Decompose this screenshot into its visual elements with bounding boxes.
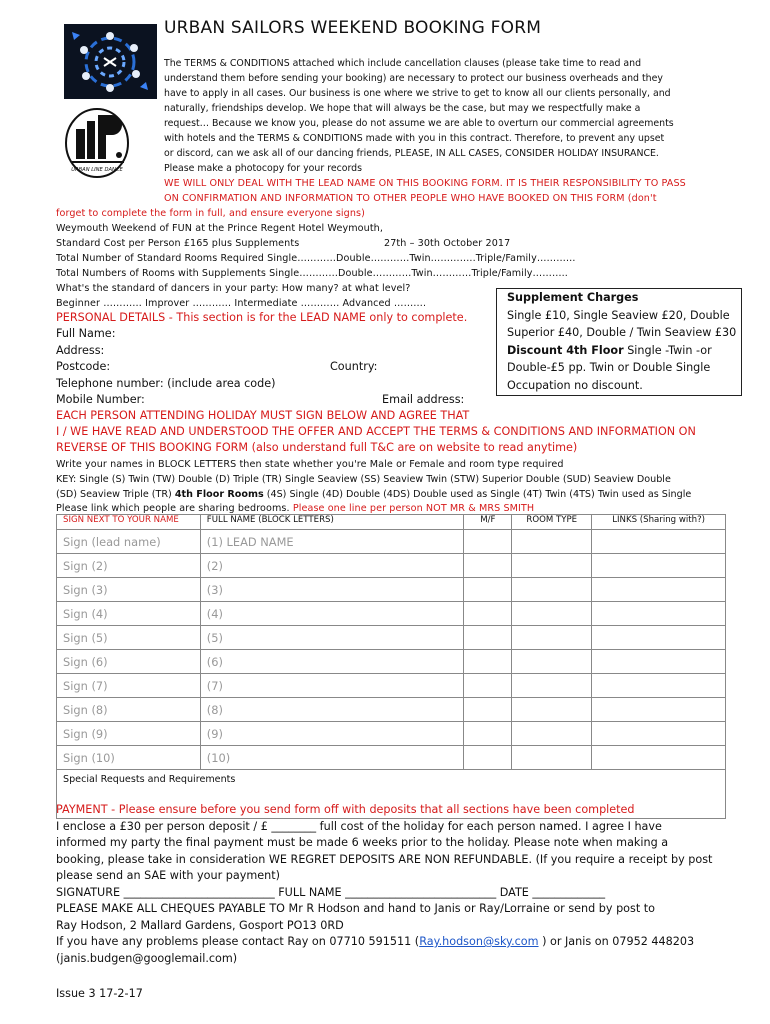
- col-header-full-name: FULL NAME (BLOCK LETTERS): [200, 515, 464, 530]
- links-cell[interactable]: [592, 650, 726, 674]
- event-dates: 27th – 30th October 2017: [384, 238, 511, 249]
- sign-cell[interactable]: Sign (10): [57, 746, 201, 770]
- links-cell[interactable]: [592, 530, 726, 554]
- table-row: [57, 650, 726, 674]
- name-cell[interactable]: (2): [200, 554, 464, 578]
- discount-label: Discount 4th Floor: [507, 343, 624, 357]
- links-cell[interactable]: [592, 674, 726, 698]
- supplement-line: Single £10, Single Seaview £20, Double: [507, 308, 730, 322]
- svg-text:URBAN LINE DANCE: URBAN LINE DANCE: [71, 167, 123, 173]
- room-key-text: (4S) Single (4D) Double (4DS) Double used as Single (4T) Twin (4TS) Twin used as Single: [263, 489, 692, 500]
- discount-rest: Single -Twin -or: [623, 343, 712, 357]
- table-row: [57, 746, 726, 770]
- agreement-line: I / WE HAVE READ AND UNDERSTOOD THE OFFER AND ACCEPT THE TERMS & CONDITIONS AND INFORMATION ON: [56, 425, 696, 438]
- room-type-cell[interactable]: [512, 746, 592, 770]
- gender-cell[interactable]: [464, 650, 512, 674]
- links-cell[interactable]: [592, 602, 726, 626]
- dancer-level-question: What's the standard of dancers in your party: How many? at what level?: [56, 283, 411, 294]
- links-cell[interactable]: [592, 746, 726, 770]
- terms-intro: [164, 56, 740, 176]
- table-row: [57, 626, 726, 650]
- supplement-line: Double-£5 pp. Twin or Double Single: [507, 361, 711, 375]
- name-cell[interactable]: (4): [200, 602, 464, 626]
- signature-line[interactable]: SIGNATURE ___________________________ FULL NAME ___________________________ DATE _____________: [56, 885, 606, 899]
- gender-cell[interactable]: [464, 698, 512, 722]
- room-type-cell[interactable]: [512, 674, 592, 698]
- agreement-line: EACH PERSON ATTENDING HOLIDAY MUST SIGN BELOW AND AGREE THAT: [56, 409, 470, 422]
- sign-cell[interactable]: Sign (9): [57, 722, 201, 746]
- name-cell[interactable]: (9): [200, 722, 464, 746]
- supplement-charges-box: [496, 288, 742, 396]
- gender-cell[interactable]: [464, 626, 512, 650]
- sign-cell[interactable]: Sign (4): [57, 602, 201, 626]
- col-header-links: LINKS (Sharing with?): [592, 515, 726, 530]
- supplement-line: Occupation no discount.: [507, 378, 643, 392]
- name-cell[interactable]: (10): [200, 746, 464, 770]
- table-row: [57, 722, 726, 746]
- lead-warning-line: ON CONFIRMATION AND INFORMATION TO OTHER PEOPLE WHO HAVE BOOKED ON THIS FORM (don't: [164, 193, 657, 204]
- standard-cost: Standard Cost per Person £165 plus Supplements: [56, 238, 300, 249]
- dancer-levels: Beginner ………… Improver ………… Intermediate ………… Advanced ……….: [56, 298, 427, 309]
- room-type-cell[interactable]: [512, 698, 592, 722]
- urban-line-dance-logo: [64, 103, 131, 179]
- supplement-line: [507, 342, 741, 360]
- lead-warning-line: WE WILL ONLY DEAL WITH THE LEAD NAME ON THIS BOOKING FORM. IT IS THEIR RESPONSIBILITY TO PASS: [164, 178, 686, 189]
- room-type-cell[interactable]: [512, 554, 592, 578]
- lead-warning-line: forget to complete the form in full, and ensure everyone signs): [56, 208, 365, 219]
- links-cell[interactable]: [592, 626, 726, 650]
- table-header-row: [57, 515, 726, 530]
- sign-cell[interactable]: Sign (6): [57, 650, 201, 674]
- room-type-cell[interactable]: [512, 722, 592, 746]
- name-cell[interactable]: (6): [200, 650, 464, 674]
- name-cell[interactable]: (3): [200, 578, 464, 602]
- contact-text: If you have any problems please contact Ray on 07710 591511 (: [56, 935, 420, 948]
- supplement-heading: Supplement Charges: [507, 291, 639, 304]
- links-cell[interactable]: [592, 578, 726, 602]
- payment-line: PLEASE MAKE ALL CHEQUES PAYABLE TO Mr R Hodson and hand to Janis or Ray/Lorraine or send by post to: [56, 902, 656, 915]
- postcode-label[interactable]: Postcode:: [56, 360, 111, 373]
- one-line-warning: Please one line per person NOT MR & MRS SMITH: [292, 503, 535, 514]
- intro-line: understand them before sending your booking) are necessary to protect our business overheads and they: [164, 73, 663, 84]
- name-cell[interactable]: (1) LEAD NAME: [200, 530, 464, 554]
- room-type-cell[interactable]: [512, 650, 592, 674]
- ray-email-link[interactable]: Ray.hodson@sky.com: [419, 935, 539, 948]
- gender-cell[interactable]: [464, 578, 512, 602]
- intro-line: Please make a photocopy for your records: [164, 163, 363, 174]
- special-requests-field[interactable]: Special Requests and Requirements: [57, 770, 726, 819]
- intro-line: naturally, friendships develop. We hope that will always be the case, but may we respectfully make a: [164, 103, 641, 114]
- links-cell[interactable]: [592, 554, 726, 578]
- sign-cell[interactable]: Sign (5): [57, 626, 201, 650]
- col-header-room-type: ROOM TYPE: [512, 515, 592, 530]
- intro-line: or discord, can we ask all of our dancing friends, PLEASE, IN ALL CASES, CONSIDER HOLIDAY INSURANCE.: [164, 148, 659, 159]
- table-row: [57, 530, 726, 554]
- address-label[interactable]: Address:: [56, 344, 105, 357]
- links-cell[interactable]: [592, 722, 726, 746]
- standard-rooms-line: Total Number of Standard Rooms Required Single…………Double…………Twin…………..Triple/Family…………: [56, 253, 576, 264]
- email-label[interactable]: Email address:: [382, 393, 465, 406]
- name-cell[interactable]: (5): [200, 626, 464, 650]
- table-row: [57, 698, 726, 722]
- supplement-line: Superior £40, Double / Twin Seaview £30: [507, 326, 737, 340]
- room-key-line: [56, 487, 691, 502]
- gender-cell[interactable]: [464, 722, 512, 746]
- janis-email: (janis.budgen@googlemail.com): [56, 951, 238, 965]
- payment-line: I enclose a £30 per person deposit / £ ________ full cost of the holiday for each person named. I agree I have: [56, 819, 662, 833]
- attendee-table: [56, 514, 726, 819]
- sign-cell[interactable]: Sign (lead name): [57, 530, 201, 554]
- supplement-rooms-line: Total Numbers of Rooms with Supplements Single…………Double…………Twin…………Triple/Family………..: [56, 268, 568, 279]
- room-key-text: (SD) Seaview Triple (TR): [56, 489, 175, 500]
- sign-cell[interactable]: Sign (2): [57, 554, 201, 578]
- payment-line: please send an SAE with your payment): [56, 869, 280, 882]
- agreement-line: REVERSE OF THIS BOOKING FORM (also understand full T&C are on website to read anytime): [56, 441, 578, 454]
- payment-line: informed my party the final payment must be made 6 weeks prior to the holiday. Please note when making a: [56, 836, 669, 849]
- room-type-cell[interactable]: [512, 602, 592, 626]
- table-row: [57, 554, 726, 578]
- form-title: URBAN SAILORS WEEKEND BOOKING FORM: [164, 18, 542, 38]
- link-instruction-text: Please link which people are sharing bedrooms.: [56, 503, 293, 514]
- table-row: [57, 578, 726, 602]
- intro-line: with hotels and the TERMS & CONDITIONS made with you in this contract. Therefore, to prevent any upset: [164, 133, 665, 144]
- payment-section: [56, 802, 736, 967]
- gender-cell[interactable]: [464, 530, 512, 554]
- gender-cell[interactable]: [464, 554, 512, 578]
- intro-line: The TERMS & CONDITIONS attached which include cancellation clauses (please take time to read and: [164, 58, 642, 69]
- payment-line: booking, please take in consideration WE REGRET DEPOSITS ARE NON REFUNDABLE. (If you require a receipt by post: [56, 852, 713, 866]
- gender-cell[interactable]: [464, 602, 512, 626]
- urban-sailors-logo: [64, 24, 157, 99]
- intro-line: request… Because we know you, please do not assume we are able to overturn our commercial agreements: [164, 118, 674, 129]
- contact-text: ) or Janis on 07952 448203: [538, 935, 695, 948]
- room-type-cell[interactable]: [512, 626, 592, 650]
- sign-cell[interactable]: Sign (7): [57, 674, 201, 698]
- full-name-label[interactable]: Full Name:: [56, 327, 116, 340]
- event-title: Weymouth Weekend of FUN at the Prince Regent Hotel Weymouth,: [56, 223, 384, 234]
- fourth-floor-label: 4th Floor Rooms: [174, 489, 264, 500]
- contact-line: [56, 934, 736, 951]
- personal-details-heading: PERSONAL DETAILS - This section is for the LEAD NAME only to complete.: [56, 311, 468, 324]
- block-letters-instruction: Write your names in BLOCK LETTERS then state whether you're Male or Female and room type required: [56, 459, 564, 470]
- col-header-sign: SIGN NEXT TO YOUR NAME: [57, 515, 201, 530]
- table-row: [57, 602, 726, 626]
- links-cell[interactable]: [592, 698, 726, 722]
- gender-cell[interactable]: [464, 746, 512, 770]
- name-cell[interactable]: (8): [200, 698, 464, 722]
- col-header-gender: M/F: [464, 515, 512, 530]
- country-label[interactable]: Country:: [330, 360, 378, 373]
- gender-cell[interactable]: [464, 674, 512, 698]
- postal-address: Ray Hodson, 2 Mallard Gardens, Gosport PO13 0RD: [56, 918, 344, 932]
- room-type-cell[interactable]: [512, 578, 592, 602]
- room-type-cell[interactable]: [512, 530, 592, 554]
- table-row: [57, 674, 726, 698]
- issue-number: Issue 3 17-2-17: [56, 987, 143, 1000]
- intro-line: have to apply in all cases. Our business is one where we strive to get to know all our clients personally, and: [164, 88, 671, 99]
- room-key-line: KEY: Single (S) Twin (TW) Double (D) Triple (TR) Single Seaview (SS) Seaview Twin (STW) Superior Double (SUD) Seaview Double: [56, 474, 671, 485]
- mobile-label[interactable]: Mobile Number:: [56, 393, 145, 406]
- sign-cell[interactable]: Sign (3): [57, 578, 201, 602]
- sign-cell[interactable]: Sign (8): [57, 698, 201, 722]
- payment-heading: PAYMENT - Please ensure before you send form off with deposits that all sections have been completed: [56, 803, 635, 816]
- name-cell[interactable]: (7): [200, 674, 464, 698]
- telephone-label[interactable]: Telephone number: (include area code): [56, 377, 276, 390]
